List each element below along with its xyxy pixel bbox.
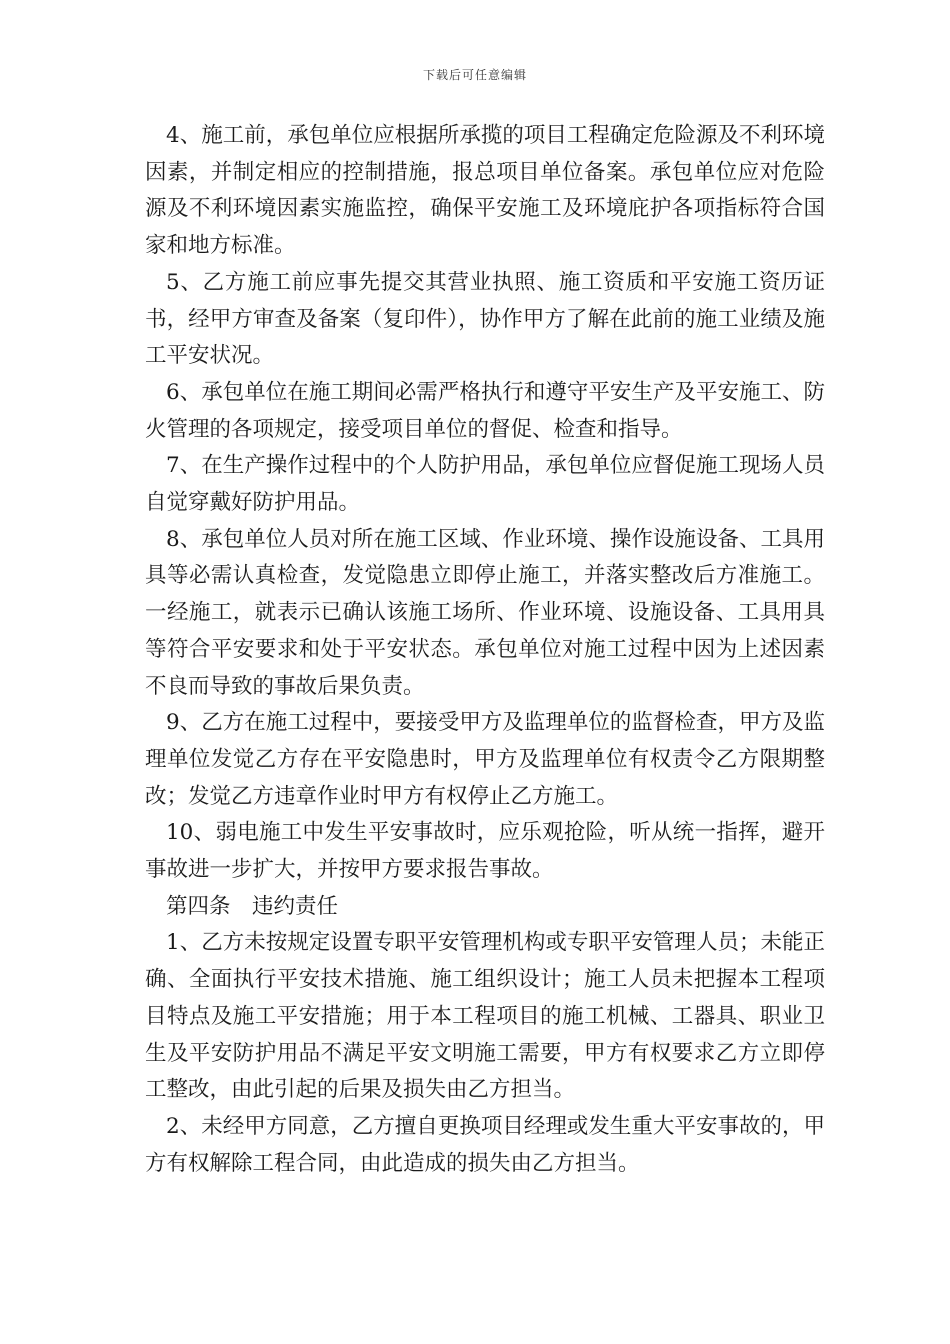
liability-2-paragraph: 2、未经甲方同意，乙方擅自更换项目经理或发生重大平安事故的，甲方有权解除工程合同，由此造成的损失由乙方担当。 (145, 1113, 825, 1176)
section-heading-article-4: 第四条 违约责任 (166, 893, 339, 919)
clause-5-paragraph: 5、乙方施工前应事先提交其营业执照、施工资质和平安施工资历证书，经甲方审查及备案（复印件），协作甲方了解在此前的施工业绩及施工平安状况。 (145, 269, 825, 369)
clause-8-paragraph: 8、承包单位人员对所在施工区域、作业环境、操作设施设备、工具用具等必需认真检查，发觉隐患立即停止施工，并落实整改后方准施工。一经施工，就表示已确认该施工场所、作业环境、设施设备、工具用具等符合平安要求和处于平安状态。承包单位对施工过程中因为上述因素不良而导致的事故后果负责。 (145, 526, 825, 699)
page-header: 下载后可任意编辑 (422, 68, 527, 82)
clause-6-paragraph: 6、承包单位在施工期间必需严格执行和遵守平安生产及平安施工、防火管理的各项规定，接受项目单位的督促、检查和指导。 (145, 379, 825, 442)
clause-4-paragraph: 4、施工前，承包单位应根据所承揽的项目工程确定危险源及不利环境因素，并制定相应的控制措施，报总项目单位备案。承包单位应对危险源及不利环境因素实施监控，确保平安施工及环境庇护各项指标符合国家和地方标准。 (145, 123, 825, 259)
clause-9-paragraph: 9、乙方在施工过程中，要接受甲方及监理单位的监督检查，甲方及监理单位发觉乙方存在平安隐患时，甲方及监理单位有权责令乙方限期整改；发觉乙方违章作业时甲方有权停止乙方施工。 (145, 710, 825, 809)
document-body (145, 118, 825, 1182)
clause-7-paragraph: 7、在生产操作过程中的个人防护用品，承包单位应督促施工现场人员自觉穿戴好防护用品。 (145, 453, 825, 516)
clause-10-paragraph: 10、弱电施工中发生平安事故时，应乐观抢险，听从统一指挥，避开事故进一步扩大，并按甲方要求报告事故。 (145, 820, 825, 883)
liability-1-paragraph: 1、乙方未按规定设置专职平安管理机构或专职平安管理人员；未能正确、全面执行平安技术措施、施工组织设计；施工人员未把握本工程项目特点及施工平安措施；用于本工程项目的施工机械、工器具、职业卫生及平安防护用品不满足平安文明施工需要，甲方有权要求乙方立即停工整改，由此引起的后果及损失由乙方担当。 (145, 930, 825, 1103)
